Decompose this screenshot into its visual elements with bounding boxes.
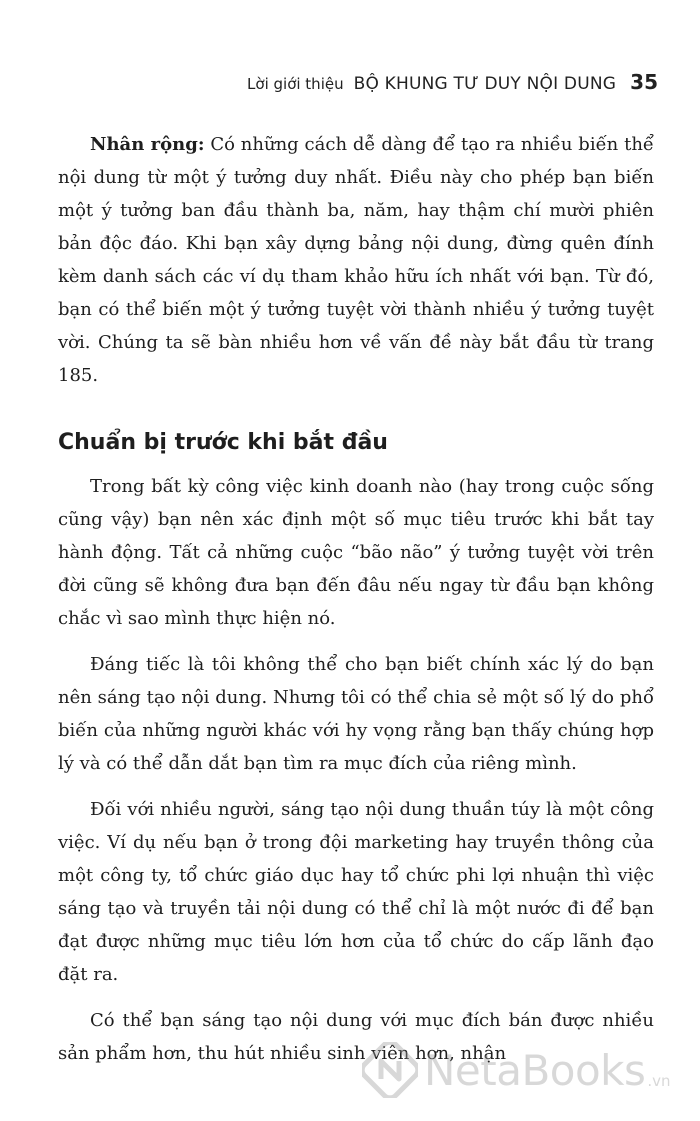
paragraph-replication xyxy=(58,128,654,392)
section-heading: Chuẩn bị trước khi bắt đầu xyxy=(58,430,388,455)
page-body xyxy=(58,128,654,1083)
running-header xyxy=(247,70,658,94)
watermark-brand: NetaBooks xyxy=(424,1045,646,1095)
netabooks-logo-icon xyxy=(362,1042,418,1098)
paragraph: Đáng tiếc là tôi không thể cho bạn biết chính xác lý do bạn nên sáng tạo nội dung. Nhưng tôi có thể chia sẻ một số lý do phổ biến của những người khác với hy vọng rằng bạn thấy chúng hợp lý và có thể dẫn dắt bạn tìm ra mục đích của riêng mình. xyxy=(58,654,654,774)
paragraph: Trong bất kỳ công việc kinh doanh nào (hay trong cuộc sống cũng vậy) bạn nên xác định một số mục tiêu trước khi bắt tay hành động. Tất cả những cuộc “bão não” ý tưởng tuyệt vời trên đời cũng sẽ không đưa bạn đến đâu nếu ngay từ đầu bạn không chắc vì sao mình thực hiện nó. xyxy=(58,476,654,629)
page-number: 35 xyxy=(630,70,658,94)
watermark-suffix: .vn xyxy=(647,1072,671,1090)
paragraph-lead: Nhân rộng: xyxy=(90,134,205,155)
watermark xyxy=(362,1042,671,1098)
paragraph-text: Có những cách dễ dàng để tạo ra nhiều biến thể nội dung từ một ý tưởng duy nhất. Điều này cho phép bạn biến một ý tưởng ban đầu thành ba, năm, hay thậm chí mười phiên bản độc đáo. Khi bạn xây dựng bảng nội dung, đừng quên đính kèm danh sách các ví dụ tham khảo hữu ích nhất với bạn. Từ đó, bạn có thể biến một ý tưởng tuyệt vời thành nhiều ý tưởng tuyệt vời. Chúng ta sẽ bàn nhiều hơn về vấn đề này bắt đầu từ trang 185. xyxy=(58,134,654,386)
chapter-title: BỘ KHUNG TƯ DUY NỘI DUNG xyxy=(353,74,617,94)
section-label: Lời giới thiệu xyxy=(247,75,344,93)
paragraph: Đối với nhiều người, sáng tạo nội dung thuần túy là một công việc. Ví dụ nếu bạn ở trong đội marketing hay truyền thông của một công ty, tổ chức giáo dục hay tổ chức phi lợi nhuận thì việc sáng tạo và truyền tải nội dung có thể chỉ là một nước đi để bạn đạt được những mục tiêu lớn hơn của tổ chức do cấp lãnh đạo đặt ra. xyxy=(58,799,654,985)
paragraph: Có thể bạn sáng tạo nội dung với mục đích bán được nhiều sản phẩm hơn, thu hút nhiều sinh viên hơn, nhận xyxy=(58,1010,654,1064)
